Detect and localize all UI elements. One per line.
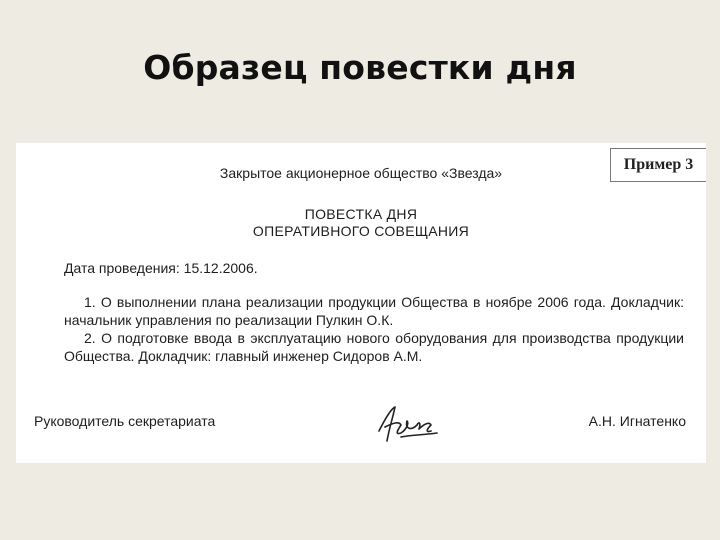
agenda-item: 2. О подготовке ввода в эксплуатацию нового оборудования для производства продукции Общества. Докладчик: главный инженер Сидоров А.М. xyxy=(64,330,684,364)
organization-name: Закрытое акционерное общество «Звезда» xyxy=(219,165,503,181)
example-label: Пример 3 xyxy=(610,148,706,182)
agenda-document xyxy=(16,143,706,463)
document-title-line1: ПОВЕСТКА ДНЯ xyxy=(304,206,418,222)
slide-title: Образец повестки дня xyxy=(143,48,577,87)
document-title-line2: ОПЕРАТИВНОГО СОВЕЩАНИЯ xyxy=(252,223,470,239)
handwritten-signature xyxy=(371,401,451,447)
agenda-item: 1. О выполнении плана реализации продукции Общества в ноябре 2006 года. Докладчик: начальник управления по реализации Пулкин О.К. xyxy=(64,294,684,328)
signer-position: Руководитель секретариата xyxy=(34,413,216,429)
agenda-list xyxy=(64,293,684,365)
meeting-date: Дата проведения: 15.12.2006. xyxy=(64,260,258,276)
signer-name: А.Н. Игнатенко xyxy=(588,413,686,429)
